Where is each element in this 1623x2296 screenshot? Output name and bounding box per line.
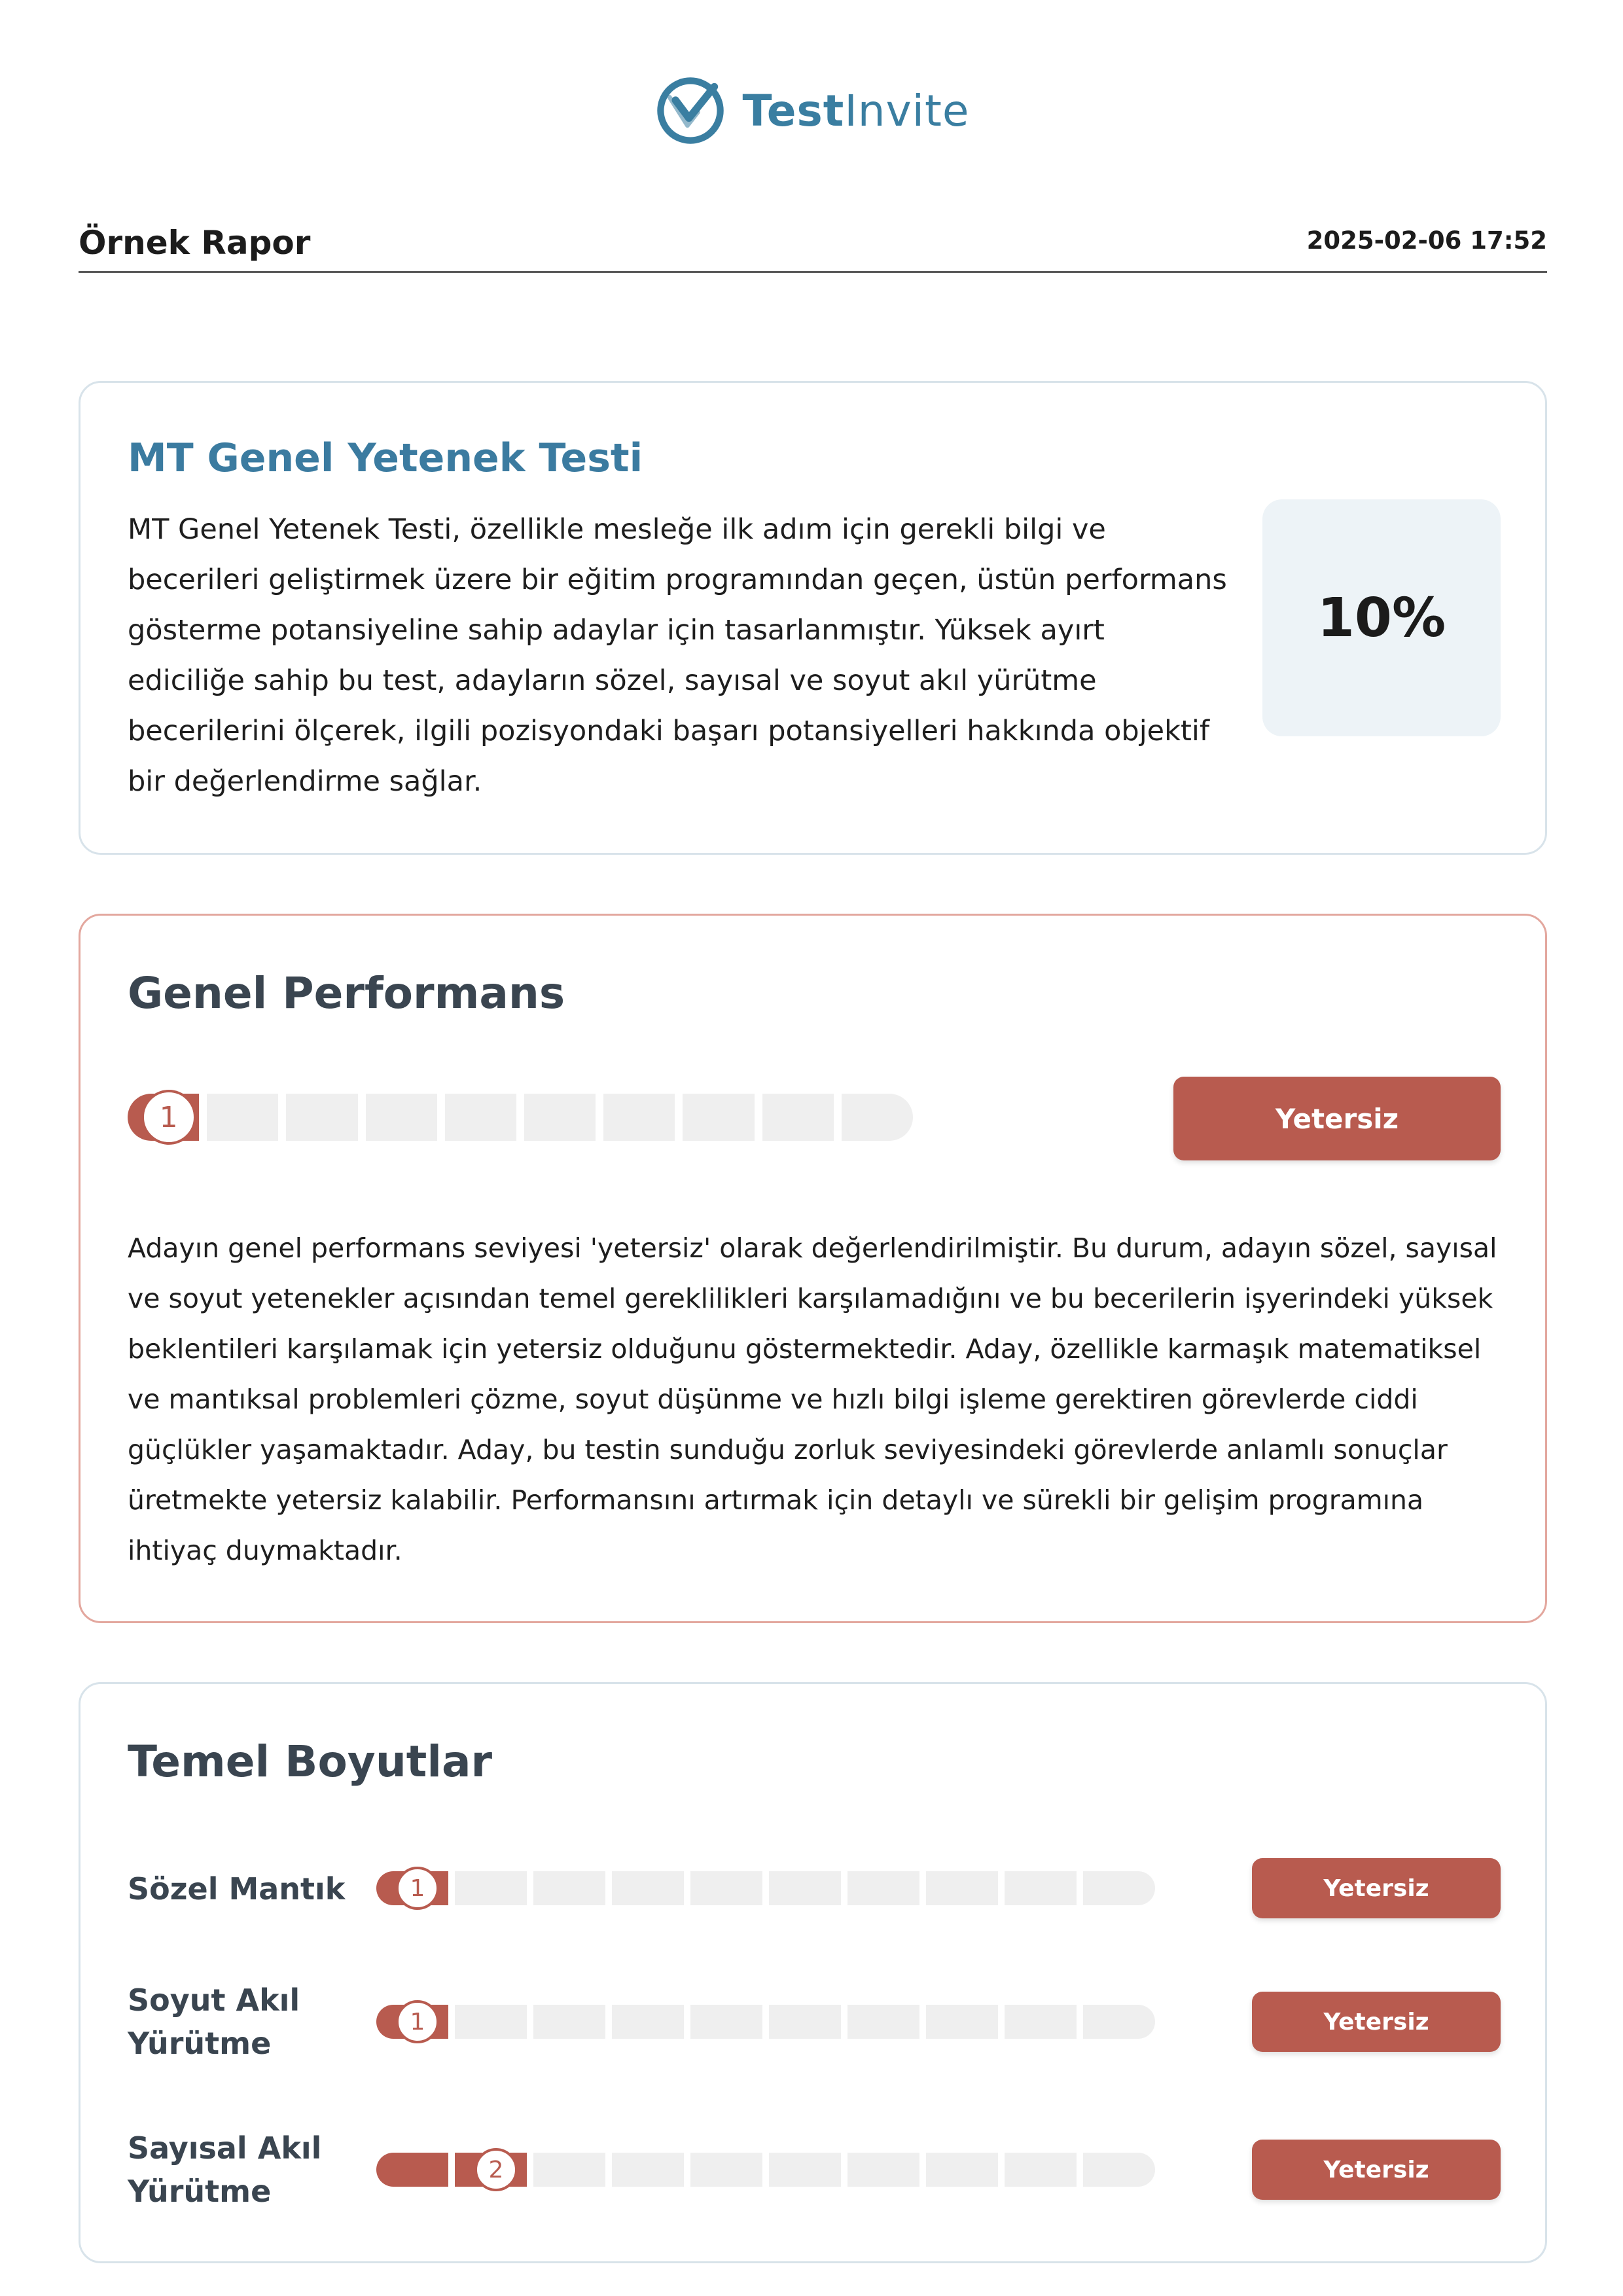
level-segment-empty (366, 1094, 437, 1141)
dimension-label: Sayısal Akıl Yürütme (128, 2130, 322, 2209)
dimension-status-badge: Yetersiz (1252, 1992, 1501, 2052)
level-segment-empty (1005, 2005, 1077, 2039)
level-segment-empty (533, 1871, 605, 1905)
level-number-badge: 1 (396, 1867, 439, 1910)
level-segment-empty (769, 2153, 841, 2187)
level-segment-empty (926, 2005, 998, 2039)
section-title-dimensions: Temel Boyutlar (128, 1736, 493, 1787)
level-segment-empty (1005, 2153, 1077, 2187)
section-title-performance: Genel Performans (128, 968, 565, 1018)
level-segment-empty (455, 2005, 527, 2039)
performance-level-bar (128, 1094, 913, 1141)
level-segment-empty (690, 2153, 762, 2187)
dimension-label: Sözel Mantık (128, 1871, 346, 1907)
dimension-level-bar (376, 2005, 1155, 2039)
report-date: 2025-02-06 17:52 (1306, 226, 1547, 255)
dimension-level-bar (376, 1871, 1155, 1905)
level-segment-empty (847, 1871, 919, 1905)
level-segment-empty (1083, 1871, 1155, 1905)
level-segment-empty (769, 2005, 841, 2039)
level-segment-empty (847, 2005, 919, 2039)
testinvite-check-icon (653, 73, 728, 148)
level-segment-empty (445, 1094, 516, 1141)
level-segment-empty (1005, 1871, 1077, 1905)
test-description: MT Genel Yetenek Testi, özellikle mesleğe ilk adım için gerekli bilgi ve becerileri geliştirmek üzere bir eğitim programından geçen, üstün performans gösterme potansiyeline sahip adaylar için tasarlanmıştır. Yüksek ayırt ediciliğe sahip bu test, adayların sözel, sayısal ve soyut akıl yürütme becerilerini ölçerek, ilgili pozisyondaki başarı potansiyelleri hakkında objektif bir değerlendirme sağlar. (128, 513, 1227, 798)
level-segment-empty (769, 1871, 841, 1905)
performance-description: Adayın genel performans seviyesi 'yetersiz' olarak değerlendirilmiştir. Bu durum, adayın sözel, sayısal ve soyut yetenekler açısından temel gereklilikleri karşılamadığını ve bu becerilerin işyerindeki yüksek beklentileri karşılamak için yetersiz olduğunu göstermektedir. Aday, özellikle karmaşık matematiksel ve mantıksal problemleri çözme, soyut düşünme ve hızlı bilgi işleme gerektiren görevlerde ciddi güçlükler yaşamaktadır. Aday, bu testin sunduğu zorluk seviyesindeki görevlerde anlamlı sonuçlar üretmekte yetersiz kalabilir. Performansını artırmak için detaylı ve sürekli bir gelişim programına ihtiyaç duymaktadır. (128, 1232, 1497, 1566)
key-dimensions-card (79, 1682, 1547, 2263)
level-segment-empty (1083, 2153, 1155, 2187)
dimension-status-badge: Yetersiz (1252, 1858, 1501, 1918)
level-number-badge: 1 (396, 2000, 439, 2043)
level-segment-empty (1083, 2005, 1155, 2039)
level-segment-empty (690, 2005, 762, 2039)
level-segment-empty (690, 1871, 762, 1905)
level-segment-empty (207, 1094, 278, 1141)
level-segment-empty (524, 1094, 596, 1141)
brand-name: TestInvite (742, 85, 970, 136)
level-segment-empty (847, 2153, 919, 2187)
level-segment-empty (842, 1094, 913, 1141)
level-segment-empty (612, 2005, 684, 2039)
level-segment-empty (612, 1871, 684, 1905)
test-summary-card (79, 381, 1547, 855)
level-segment-empty (926, 2153, 998, 2187)
test-title: MT Genel Yetenek Testi (128, 435, 643, 481)
level-number-badge: 1 (141, 1090, 196, 1145)
general-performance-card (79, 914, 1547, 1623)
level-segment-empty (683, 1094, 754, 1141)
score-box: 10% (1262, 499, 1501, 736)
level-segment-empty (533, 2153, 605, 2187)
level-segment-empty (603, 1094, 675, 1141)
dimension-label: Soyut Akıl Yürütme (128, 1982, 300, 2061)
level-segment-empty (533, 2005, 605, 2039)
level-segment-empty (762, 1094, 834, 1141)
performance-status-badge: Yetersiz (1173, 1077, 1501, 1160)
level-segment-empty (455, 1871, 527, 1905)
level-segment-empty (612, 2153, 684, 2187)
report-header (79, 219, 1547, 273)
level-number-badge: 2 (474, 2148, 518, 2191)
level-segment-filled (376, 2153, 448, 2187)
dimension-level-bar (376, 2153, 1155, 2187)
level-segment-empty (286, 1094, 357, 1141)
dimension-status-badge: Yetersiz (1252, 2140, 1501, 2200)
brand-logo (0, 73, 1623, 148)
level-segment-empty (926, 1871, 998, 1905)
report-title: Örnek Rapor (79, 224, 311, 262)
